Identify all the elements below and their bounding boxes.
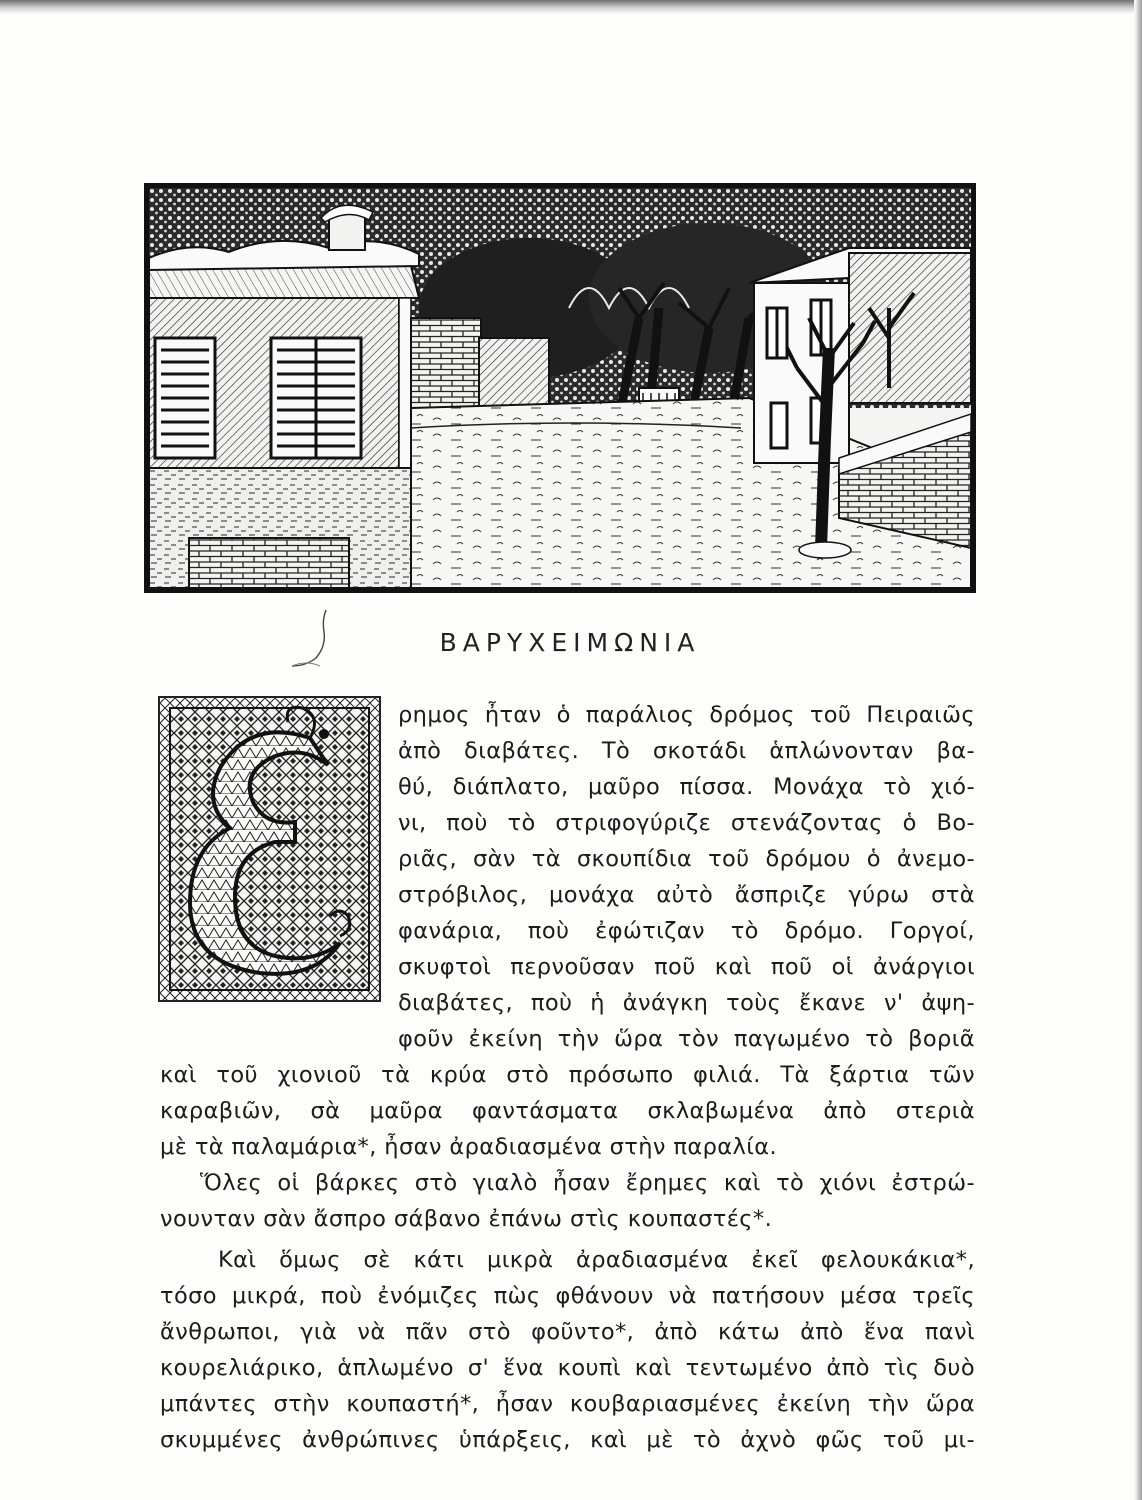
paragraph-1-line-13: μὲ τὰ παλαμάρια*, ἦσαν ἀραδιασμένα στὴν παραλία. bbox=[160, 1134, 778, 1160]
page-top-edge-shadow bbox=[0, 0, 1142, 14]
paragraph-3-line-6: σκυμμένες ἀνθρώπινες ὑπάρξεις, καὶ μὲ τὸ ἀχνὸ φῶς τοῦ μι- bbox=[160, 1427, 975, 1453]
chimney bbox=[329, 214, 365, 250]
paragraph-1-line-3: θύ, διάπλατο, μαῦρο πίσσα. Μονάχα τὸ χιό- bbox=[398, 774, 975, 800]
paragraph-3-line-1: Καὶ ὅμως σὲ κάτι μικρὰ ἀραδιασμένα ἐκεῖ φελουκάκια*, bbox=[218, 1247, 975, 1273]
village-street-woodcut bbox=[149, 188, 971, 588]
paragraph-1-line-8: σκυφτοὶ περνοῦσαν ποῦ καὶ ποῦ οἱ ἀνάργιοι bbox=[398, 954, 975, 980]
paragraph-1-line-9: διαβάτες, ποὺ ἡ ἀνάγκη τοὺς ἔκανε ν' ἀψη- bbox=[398, 990, 975, 1016]
chapter-title: ΒΑΡΥΧΕΙΜΩΝΙΑ bbox=[439, 628, 701, 657]
ornamental-epsilon-initial bbox=[160, 698, 379, 1000]
paragraph-3-line-3: ἄνθρωποι, γιὰ νὰ πᾶν στὸ φοῦντο*, ἀπὸ κάτω ἀπὸ ἕνα πανὶ bbox=[160, 1319, 975, 1345]
paragraph-3-line-2: τόσο μικρά, ποὺ ἐνόμιζες πὼς φθάνουν νὰ πατήσουν μέσα τρεῖς bbox=[160, 1283, 975, 1309]
decorative-drop-cap bbox=[158, 696, 381, 1002]
paragraph-1-line-7: φανάρια, ποὺ ἐφώτιζαν τὸ δρόμο. Γοργοί, bbox=[398, 918, 975, 944]
page-right-edge-shadow bbox=[1134, 0, 1142, 1500]
paragraph-1-line-10: φοῦν ἐκείνη τὴν ὥρα τὸν παγωμένο τὸ βοριᾶ bbox=[398, 1026, 975, 1052]
header-illustration bbox=[144, 183, 976, 593]
paragraph-1-line-2: ἀπὸ διαβάτες. Τὸ σκοτάδι ἁπλώνονταν βα- bbox=[398, 738, 975, 764]
paragraph-1-line-12: καραβιῶν, σὰ μαῦρα φαντάσματα σκλαβωμένα ἀπὸ στεριὰ bbox=[160, 1098, 975, 1124]
paragraph-2-line-2: νουνταν σὰν ἄσπρο σάβανο ἐπάνω στὶς κουπαστές*. bbox=[160, 1206, 773, 1232]
paragraph-1-line-11: καὶ τοῦ χιονιοῦ τὰ κρύα στὸ πρόσωπο φιλιά. Τὰ ξάρτια τῶν bbox=[160, 1062, 975, 1088]
paragraph-1-line-6: στρόβιλος, μονάχα αὐτὸ ἄσπριζε γύρω στὰ bbox=[398, 882, 975, 908]
paragraph-1-line-5: ριᾶς, σὰν τὰ σκουπίδια τοῦ δρόμου ὁ ἀνεμο- bbox=[398, 846, 975, 872]
paragraph-3-line-5: μπάντες στὴν κουπαστή*, ἦσαν κουβαριασμένες ἐκείνη τὴν ὥρα bbox=[160, 1391, 975, 1417]
paragraph-1-line-1: ρημος ἦταν ὁ παράλιος δρόμος τοῦ Πειραιῶς bbox=[398, 702, 975, 728]
paragraph-3-line-4: κουρελιάρικο, ἁπλωμένο σ' ἕνα κουπὶ καὶ τεντωμένο ἀπὸ τὶς δυὸ bbox=[160, 1355, 975, 1381]
paragraph-1-line-4: νι, ποὺ τὸ στριφογύριζε στενάζοντας ὁ Βο- bbox=[398, 810, 975, 836]
paragraph-2-line-1: Ὅλες οἱ βάρκες στὸ γιαλὸ ἦσαν ἔρημες καὶ τὸ χιόνι ἐστρώ- bbox=[200, 1170, 975, 1196]
